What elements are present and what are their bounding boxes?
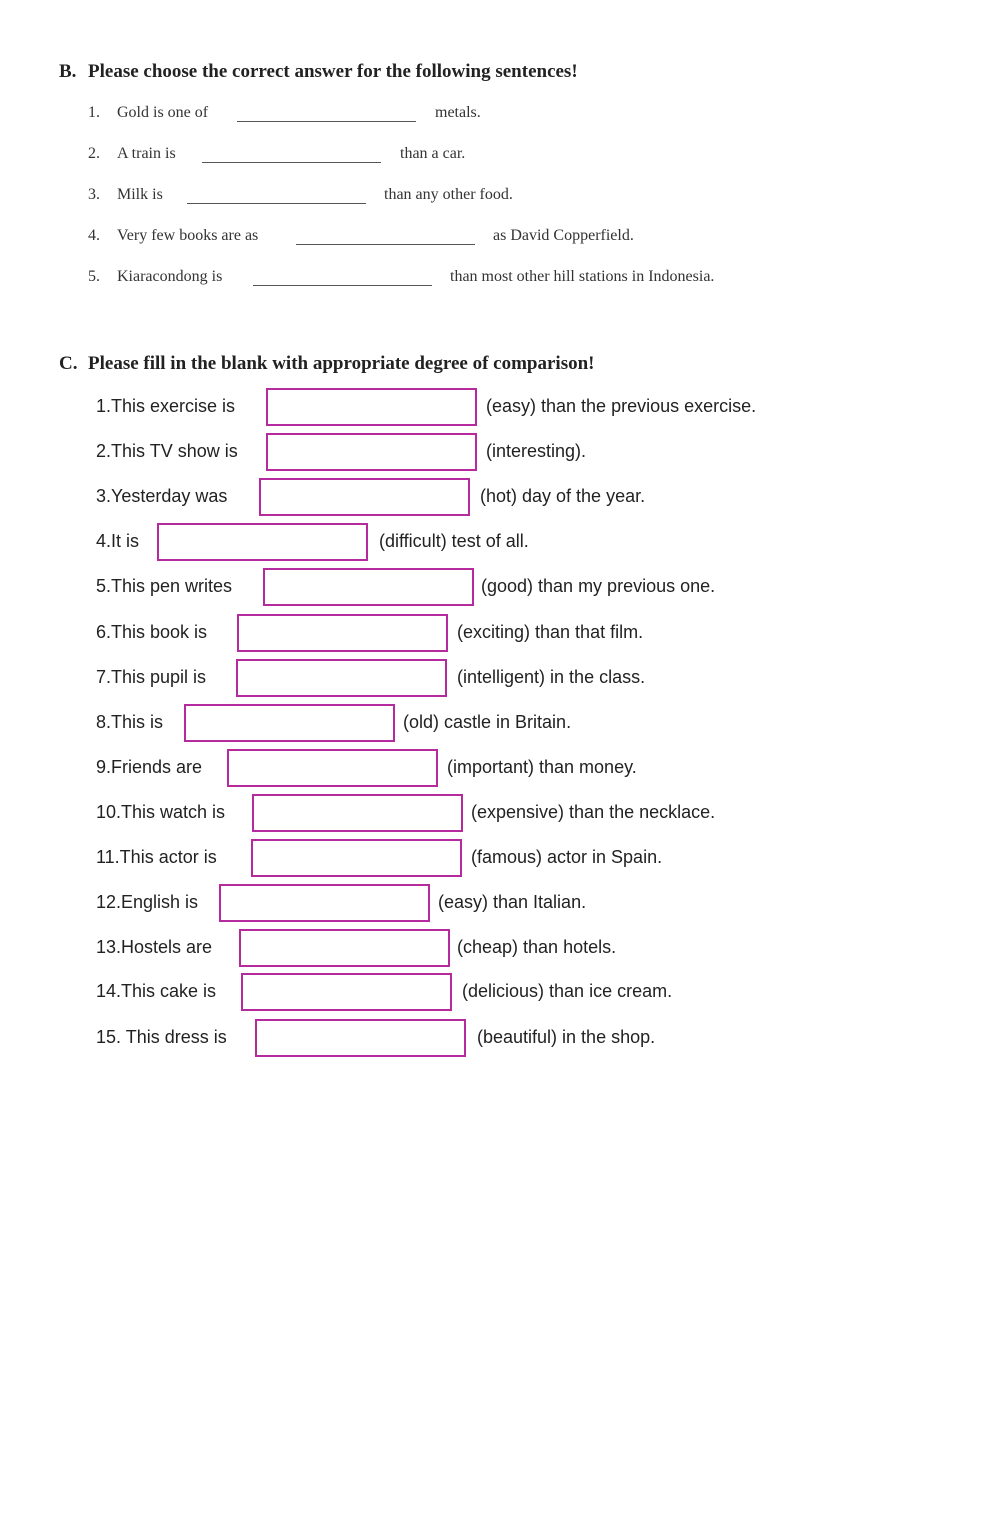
c-answer-box[interactable] <box>241 973 452 1011</box>
b-item-before: Very few books are as <box>117 227 259 244</box>
c-item-prefix: 7.This pupil is <box>96 667 207 687</box>
c-answer-box[interactable] <box>236 659 447 697</box>
c-item-suffix: (cheap) than hotels. <box>457 937 617 957</box>
c-item-prefix: 14.This cake is <box>96 981 217 1001</box>
b-item-after: than any other food. <box>384 186 513 203</box>
c-item-prefix: 1.This exercise is <box>96 396 236 416</box>
c-item-suffix: (easy) than the previous exercise. <box>486 396 757 416</box>
c-item-suffix: (old) castle in Britain. <box>403 712 572 732</box>
b-item-before: Gold is one of <box>117 104 209 121</box>
c-item-suffix: (famous) actor in Spain. <box>471 847 663 867</box>
b-answer-blank[interactable] <box>253 285 432 286</box>
c-answer-box[interactable] <box>251 839 462 877</box>
c-answer-box[interactable] <box>263 568 474 606</box>
b-item-after: as David Copperfield. <box>493 227 634 244</box>
b-item-before: A train is <box>117 145 176 162</box>
section-b-heading <box>59 61 578 83</box>
b-answer-blank[interactable] <box>187 203 366 204</box>
b-item-number: 3. <box>88 186 100 203</box>
c-item-prefix: 4.It is <box>96 531 140 551</box>
c-item-suffix: (beautiful) in the shop. <box>477 1027 656 1047</box>
c-item-prefix: 2.This TV show is <box>96 441 238 461</box>
c-item-suffix: (difficult) test of all. <box>379 531 529 551</box>
c-item-prefix: 11.This actor is <box>96 847 217 867</box>
section-b-title: Please choose the correct answer for the following sentences! <box>88 61 578 82</box>
b-item-number: 1. <box>88 104 100 121</box>
c-answer-box[interactable] <box>266 388 477 426</box>
section-c-title: Please fill in the blank with appropriate degree of comparison! <box>88 353 595 374</box>
section-b-letter: B. <box>59 61 77 82</box>
c-answer-box[interactable] <box>237 614 448 652</box>
c-item-prefix: 9.Friends are <box>96 757 203 777</box>
b-item-number: 4. <box>88 227 100 244</box>
c-item-suffix: (hot) day of the year. <box>480 486 646 506</box>
c-item-prefix: 13.Hostels are <box>96 937 213 957</box>
b-item-before: Milk is <box>117 186 163 203</box>
c-item-prefix: 15. This dress is <box>96 1027 227 1047</box>
b-item-after: metals. <box>435 104 481 121</box>
b-item-number: 2. <box>88 145 100 162</box>
c-answer-box[interactable] <box>227 749 438 787</box>
b-item-before: Kiaracondong is <box>117 268 223 285</box>
c-answer-box[interactable] <box>157 523 368 561</box>
c-item-suffix: (delicious) than ice cream. <box>462 981 673 1001</box>
c-item-suffix: (intelligent) in the class. <box>457 667 646 687</box>
c-answer-box[interactable] <box>239 929 450 967</box>
b-answer-blank[interactable] <box>237 121 416 122</box>
c-item-suffix: (expensive) than the necklace. <box>471 802 716 822</box>
c-answer-box[interactable] <box>219 884 430 922</box>
c-item-prefix: 3.Yesterday was <box>96 486 228 506</box>
c-item-suffix: (important) than money. <box>447 757 637 777</box>
b-answer-blank[interactable] <box>202 162 381 163</box>
c-answer-box[interactable] <box>266 433 477 471</box>
c-answer-box[interactable] <box>259 478 470 516</box>
c-answer-box[interactable] <box>184 704 395 742</box>
c-answer-box[interactable] <box>252 794 463 832</box>
c-answer-box[interactable] <box>255 1019 466 1057</box>
section-c-letter: C. <box>59 353 78 374</box>
b-item-number: 5. <box>88 268 100 285</box>
c-item-prefix: 10.This watch is <box>96 802 226 822</box>
c-item-prefix: 6.This book is <box>96 622 208 642</box>
c-item-prefix: 8.This is <box>96 712 164 732</box>
b-item-after: than most other hill stations in Indonesia. <box>450 268 715 285</box>
c-item-suffix: (interesting). <box>486 441 587 461</box>
c-item-prefix: 12.English is <box>96 892 199 912</box>
c-item-suffix: (easy) than Italian. <box>438 892 587 912</box>
section-c-heading <box>59 353 594 375</box>
c-item-prefix: 5.This pen writes <box>96 576 233 596</box>
c-item-suffix: (exciting) than that film. <box>457 622 644 642</box>
c-item-suffix: (good) than my previous one. <box>481 576 716 596</box>
b-item-after: than a car. <box>400 145 466 162</box>
b-answer-blank[interactable] <box>296 244 475 245</box>
